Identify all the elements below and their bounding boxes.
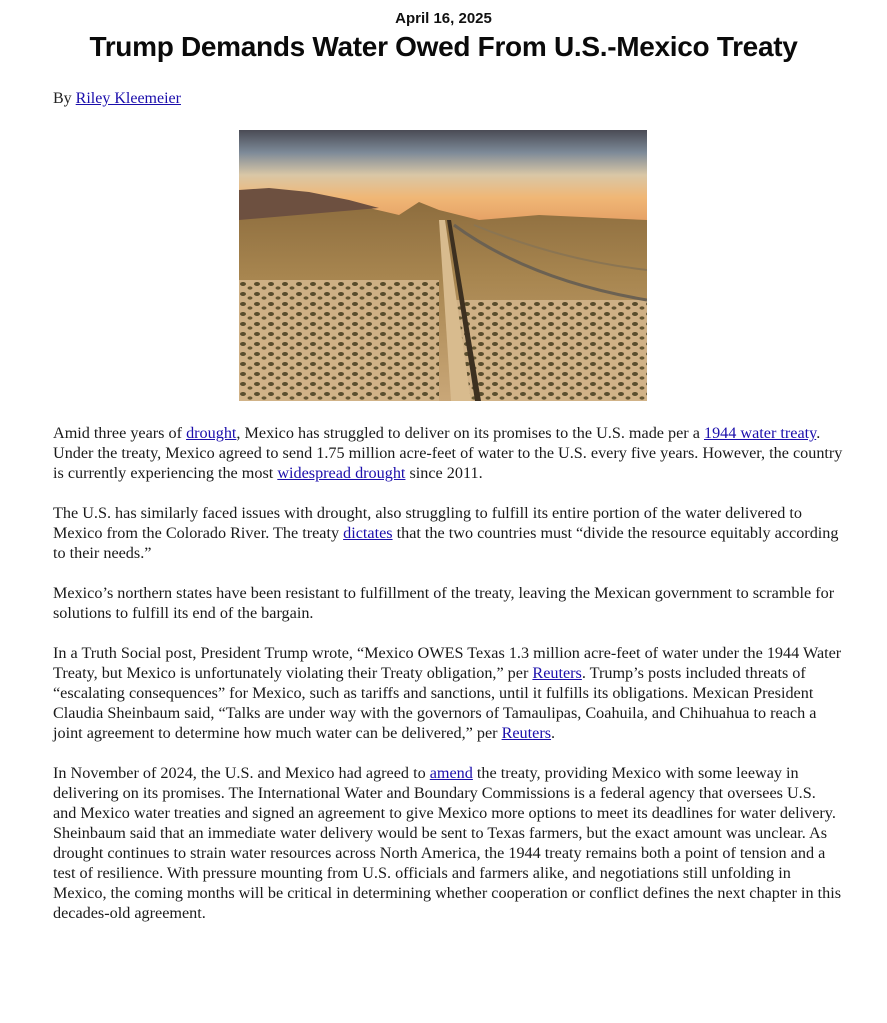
paragraph-text: , Mexico has struggled to deliver on its promises to the U.S. made per a <box>236 424 704 442</box>
inline-link[interactable]: 1944 water treaty <box>703 424 817 442</box>
article-paragraph <box>53 763 843 923</box>
article-title: Trump Demands Water Owed From U.S.-Mexico Treaty <box>89 31 798 62</box>
article-paragraph <box>53 583 843 623</box>
byline <box>53 90 181 108</box>
paragraph-text: In November of 2024, the U.S. and Mexico had agreed to <box>53 764 430 782</box>
article-paragraph <box>53 503 843 563</box>
paragraph-text: that the two countries must “divide the resource equitably according to their needs.” <box>53 524 839 562</box>
inline-link[interactable]: Reuters <box>501 724 552 742</box>
paragraph-text: Mexico’s northern states have been resistant to fulfillment of the treaty, leaving the Mexican government to scramble for solutions to fulfill its end of the bargain. <box>53 584 835 622</box>
paragraph-text: In a Truth Social post, President Trump wrote, “Mexico OWES Texas 1.3 million acre-feet of water under the 1944 Water Treaty, but Mexico is unfortunately violating their Treaty obligation,” per <box>53 644 842 682</box>
inline-link[interactable]: drought <box>186 424 237 442</box>
author-link[interactable]: Riley Kleemeier <box>75 90 181 107</box>
paragraph-text: the treaty, providing Mexico with some leeway in delivering on its promises. The International Water and Boundary Commissions is a federal agency that oversees U.S. and Mexico water treaties and signed an agreement to give Mexico more options to meet its deadlines for water delivery. Sheinbaum said that an immediate water delivery would be sent to Texas farmers, but the exact amount was unclear. As drought continues to strain water resources across North America, the 1944 treaty remains both a point of tension and a test of resilience. With pressure mounting from U.S. officials and farmers alike, and negotiations still unfolding in Mexico, the coming months will be critical in determining whether cooperation or conflict defines the next chapter in this decades-old agreement. <box>53 764 842 922</box>
article-paragraph <box>53 643 843 743</box>
inline-link[interactable]: dictates <box>343 524 393 542</box>
article-date: April 16, 2025 <box>395 10 492 27</box>
article-image <box>239 130 647 401</box>
paragraph-text: Amid three years of <box>53 424 187 442</box>
byline-prefix: By <box>53 90 76 107</box>
inline-link[interactable]: Reuters <box>532 664 582 682</box>
paragraph-text: The U.S. has similarly faced issues with drought, also struggling to fulfill its entire portion of the water delivered to Mexico from the Colorado River. The treaty <box>53 504 802 542</box>
inline-link[interactable]: amend <box>429 764 473 782</box>
article-paragraph <box>53 423 843 483</box>
article-body <box>53 423 843 943</box>
paragraph-text: . Trump’s posts included threats of “escalating consequences” for Mexico, such as tariffs and sanctions, until it fulfills its obligations. Mexican President Claudia Sheinbaum said, “Talks are under way with the governors of Tamaulipas, Coahuila, and Chihuahua to reach a joint agreement to determine how much water can be delivered,” per <box>53 664 817 742</box>
paragraph-text: . Under the treaty, Mexico agreed to send 1.75 million acre-feet of water to the U.S. every five years. However, the country is currently experiencing the most <box>53 424 843 482</box>
inline-link[interactable]: widespread drought <box>277 464 406 482</box>
paragraph-text: since 2011. <box>405 464 483 482</box>
paragraph-text: . <box>551 724 556 742</box>
